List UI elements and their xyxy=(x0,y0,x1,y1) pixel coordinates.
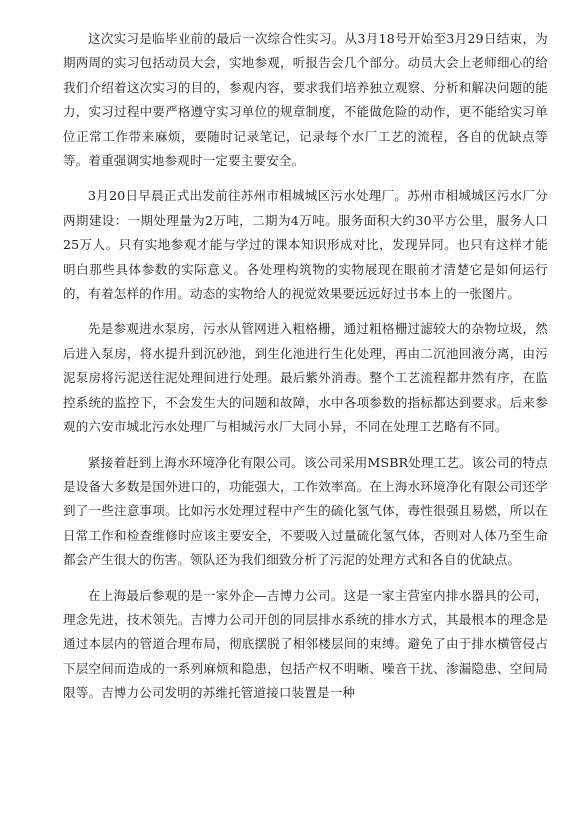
paragraph-process-flow: 先是参观进水泵房，污水从管网进入粗格栅，通过粗格栅过滤较大的杂物垃圾，然后进入泵房，将水提升到沉砂池，到生化池进行生化处理，再由二沉池回液分离，由污泥泵房将污泥送往泥处理间进行处理。最后紫外消毒。整个工艺流程都井然有序，在监控系统的监控下，不会发生大的问题和故障，水中各项参数的指标都达到要求。后来参观的六安市城北污水处理厂与相城污水厂大同小异，不同在处理工艺略有不同。 xyxy=(63,321,548,435)
paragraph-shanghai-msbr: 紧接着赶到上海水环境净化有限公司。该公司采用MSBR处理工艺。该公司的特点是设备大多数是国外进口的，功能强大，工作效率高。在上海水环境净化有限公司还学到了一些注意事项。比如污水处理过程中产生的硫化氢气体，毒性很强且易燃，所以在日常工作和检查维修时应该主要安全，不要吸入过量硫化氢气体，否则对人体乃至生命都会产生很大的伤害。领队还为我们细致分析了污泥的处理方式和各自的优缺点。 xyxy=(63,454,548,568)
paragraph-suzhou-visit: 3月20日早晨正式出发前往苏州市相城城区污水处理厂。苏州市相城城区污水厂分两期建设：一期处理量为2万吨，二期为4万吨。服务面积大约30平方公里，服务人口25万人。只有实地参观才能与学过的课本知识形成对比，发现异同。也只有这样才能明白那些具体参数的实际意义。各处理构筑物的实物展现在眼前才清楚它是如何运行的，有着怎样的作用。动态的实物给人的视觉效果要远远好过书本上的一张图片。 xyxy=(63,188,548,302)
paragraph-intro: 这次实习是临毕业前的最后一次综合性实习。从3月18号开始至3月29日结束，为期两周的实习包括动员大会，实地参观，听报告会几个部分。动员大会上老师细心的给我们介绍着这次实习的目的，参观内容，要求我们培养独立观察、分析和解决问题的能力，实习过程中要严格遵守实习单位的规章制度，不能做危险的动作，更不能给实习单位正常工作带来麻烦，要随时记录笔记，记录每个水厂工艺的流程，各自的优缺点等等。着重强调实地参观时一定要主要安全。 xyxy=(63,31,548,169)
paragraph-geberit: 在上海最后参观的是一家外企—吉博力公司。这是一家主营室内排水器具的公司，理念先进，技术领先。吉博力公司开创的同层排水系统的排水方式，其最根本的理念是通过本层内的管道合理布局，彻底摆脱了相邻楼层间的束缚。避免了由于排水横管侵占下层空间而造成的一系列麻烦和隐患，包括产权不明晰、噪音干扰、渗漏隐患、空间局限等。吉博力公司发明的苏维托管道接口装置是一种 xyxy=(63,587,548,701)
